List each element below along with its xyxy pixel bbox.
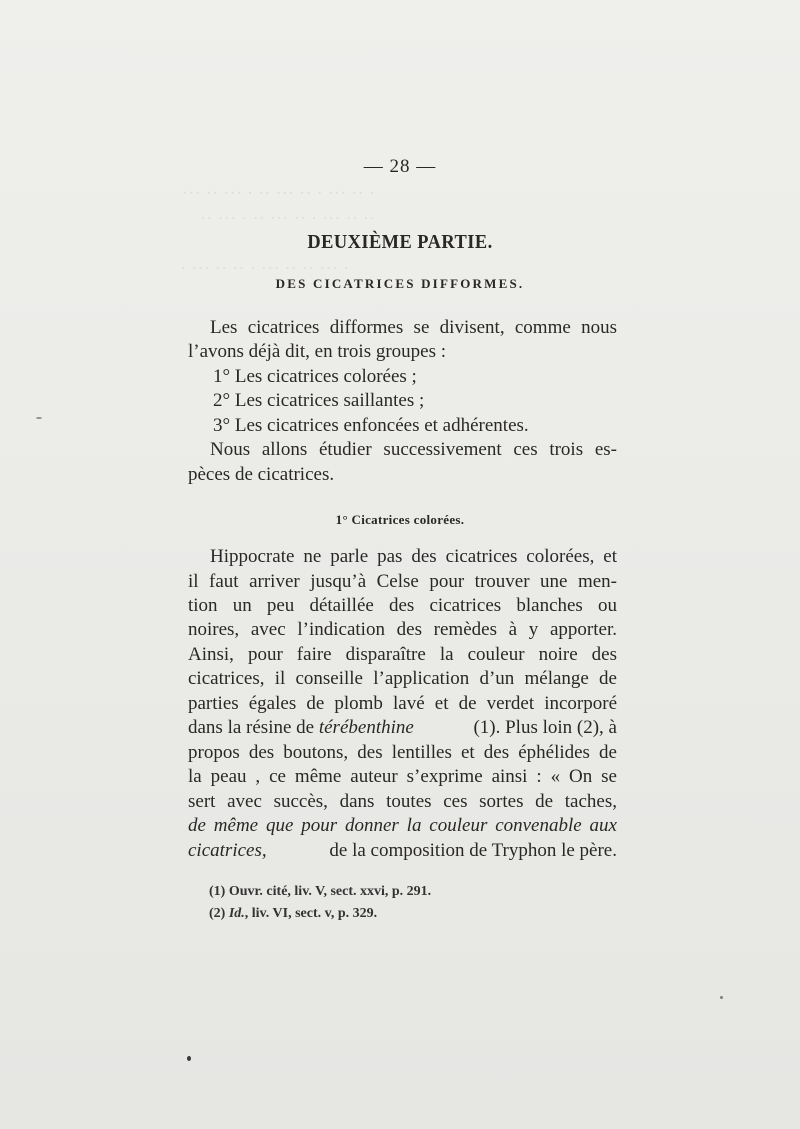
footnote [209, 906, 377, 922]
paper-speck [720, 996, 723, 999]
text-segment: , liv. VI, sect. v, p. 329. [244, 906, 378, 921]
text-line: pèces de cicatrices. [188, 464, 335, 485]
show-through-text: ··· ·· ··· · ·· ··· ·· · ··· ·· · [182, 183, 376, 204]
footnote-marker: (2) [209, 906, 229, 921]
section-heading: DES CICATRICES DIFFORMES. [275, 276, 525, 291]
list-item: 3° Les cicatrices enfoncées et adhérentes. [213, 415, 529, 436]
text-segment: (1). Plus loin (2), à [468, 717, 617, 738]
subsection-heading: 1° Cicatrices colorées. [335, 512, 465, 527]
text-line: l’avons déjà dit, en trois groupes : [188, 341, 447, 362]
text-line: Ainsi, pour faire disparaître la couleur noire des [188, 644, 617, 665]
part-title: DEUXIÈME PARTIE. [307, 231, 493, 253]
text-line: sert avec succès, dans toutes ces sortes de taches, [188, 791, 617, 812]
show-through-text: ·· ··· · ·· ··· ·· · ··· ·· ·· [200, 208, 376, 229]
italic-term: térébenthine [318, 717, 414, 738]
text-line: il faut arriver jusqu’à Celse pour trouver une men- [188, 571, 617, 592]
footnote: (1) Ouvr. cité, liv. V, sect. xxvi, p. 291. [209, 884, 432, 899]
show-through-text: · ··· ·· ·· · ··· ·· ·· ··· · [180, 258, 350, 279]
text-line: parties égales de plomb lavé et de verdet incorporé [188, 693, 617, 714]
italic-term: cicatrices, [188, 840, 267, 861]
paper-speck [36, 417, 42, 419]
list-item: 1° Les cicatrices colorées ; [213, 366, 417, 387]
text-segment: dans la résine de [188, 717, 319, 738]
text-line: Les cicatrices difformes se divisent, comme nous [210, 317, 617, 338]
text-line: propos des boutons, des lentilles et des éphélides de [188, 742, 617, 763]
text-line: cicatrices, il conseille l’application d’un mélange de [188, 668, 617, 689]
text-line: noires, avec l’indication des remèdes à y apporter. [188, 619, 617, 640]
text-line: Nous allons étudier successivement ces trois es- [210, 439, 617, 460]
page-number: — 28 — [363, 156, 437, 177]
text-line: de même que pour donner la couleur convenable aux [188, 815, 617, 836]
text-line [188, 839, 617, 863]
text-segment: de la composition de Tryphon le père. [324, 840, 617, 861]
text-line: Hippocrate ne parle pas des cicatrices colorées, et [210, 546, 617, 567]
text-line: tion un peu détaillée des cicatrices blanches ou [188, 595, 617, 616]
list-item: 2° Les cicatrices saillantes ; [213, 390, 425, 411]
text-line: la peau , ce même auteur s’exprime ainsi : « On se [188, 766, 617, 787]
italic-term: Id. [228, 906, 245, 921]
text-line [188, 716, 617, 740]
paper-speck [187, 1056, 191, 1061]
